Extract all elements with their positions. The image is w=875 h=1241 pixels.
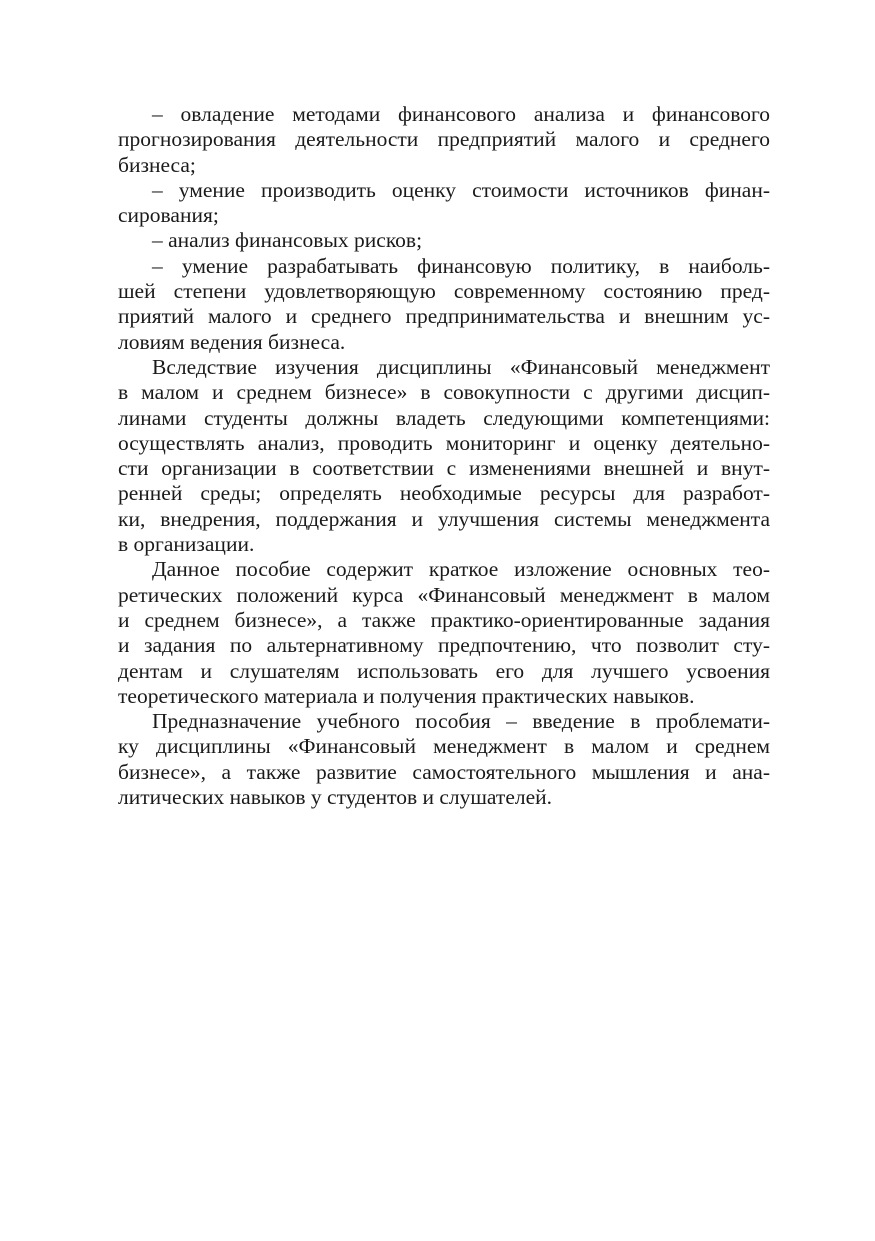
text-line: бизнеса; xyxy=(118,152,196,177)
text-line: бизнесе», а также развитие самостоятельного мышления и ана- xyxy=(118,759,770,784)
text-line: Вследствие изучения дисциплины «Финансовый менеджмент xyxy=(152,354,770,379)
text-line: ки, внедрения, поддержания и улучшения системы менеджмента xyxy=(118,506,770,531)
text-line: ретических положений курса «Финансовый менеджмент в малом xyxy=(118,582,770,607)
text-line: – анализ финансовых рисков; xyxy=(152,228,423,253)
text-line: Предназначение учебного пособия – введение в проблемати- xyxy=(152,709,770,734)
text-line: шей степени удовлетворяющую современному состоянию пред- xyxy=(118,279,770,304)
text-line: ку дисциплины «Финансовый менеджмент в малом и среднем xyxy=(118,734,770,759)
text-line: теоретического материала и получения практических навыков. xyxy=(118,683,695,708)
paragraph-bullet-financial-policy xyxy=(118,254,770,355)
paragraph-bullet-cost-assessment xyxy=(118,178,770,229)
text-line: осуществлять анализ, проводить мониторинг и оценку деятельно- xyxy=(118,430,770,455)
text-line: Данное пособие содержит краткое изложение основных тео- xyxy=(152,557,770,582)
text-line: ловиям ведения бизнеса. xyxy=(118,329,346,354)
text-line: дентам и слушателям использовать его для лучшего усвоения xyxy=(118,658,770,683)
paragraph-bullet-risk-analysis xyxy=(118,228,770,253)
paragraph-competencies xyxy=(118,355,770,557)
paragraph-bullet-financial-analysis xyxy=(118,102,770,178)
text-line: сти организации в соответствии с изменениями внешней и внут- xyxy=(118,456,770,481)
text-line: в малом и среднем бизнесе» в совокупности с другими дисцип- xyxy=(118,380,770,405)
text-line: ренней среды; определять необходимые ресурсы для разработ- xyxy=(118,481,770,506)
text-line: в организации. xyxy=(118,532,255,557)
text-line: литических навыков у студентов и слушателей. xyxy=(118,785,553,810)
text-line: линами студенты должны владеть следующими компетенциями: xyxy=(118,405,770,430)
paragraph-manual-contents xyxy=(118,557,770,709)
text-line: и среднем бизнесе», а также практико-ориентированные задания xyxy=(118,607,770,632)
text-line: – умение разрабатывать финансовую политику, в наиболь- xyxy=(152,253,770,278)
text-line: – умение производить оценку стоимости источников финан- xyxy=(152,177,770,202)
text-line: сирования; xyxy=(118,203,219,228)
text-line: и задания по альтернативному предпочтению, что позволит сту- xyxy=(118,633,770,658)
document-page xyxy=(118,102,770,810)
paragraph-purpose xyxy=(118,709,770,810)
text-line: прогнозирования деятельности предприятий малого и среднего xyxy=(118,127,770,152)
text-line: – овладение методами финансового анализа и финансового xyxy=(152,102,770,126)
text-line: приятий малого и среднего предпринимательства и внешним ус- xyxy=(118,304,770,329)
